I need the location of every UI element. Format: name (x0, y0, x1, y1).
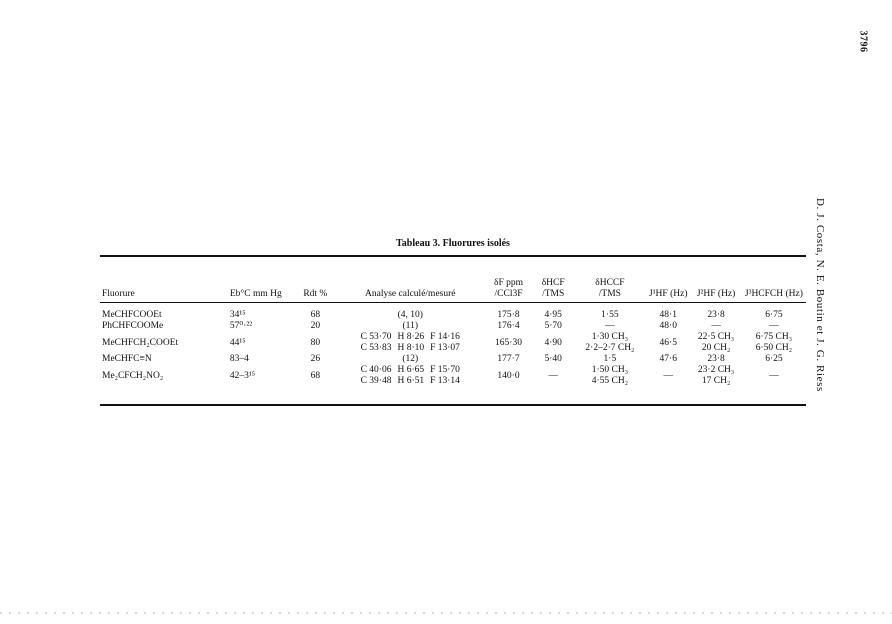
cell-line: 6·50 CH₂ (755, 343, 793, 353)
analyse-value: H 8·10 (397, 343, 425, 353)
cell-j3 (742, 365, 806, 387)
analyse-value: F 13·07 (430, 343, 460, 353)
cell-line: 1·55 (601, 310, 619, 320)
cell-delta-hcf: 5·40 (544, 354, 562, 364)
fluorures-table (100, 258, 806, 387)
cell-delta-hccf (574, 365, 647, 387)
analyse-line (361, 376, 460, 387)
cell-delta-hcf: 4·90 (544, 337, 562, 348)
cell-delta-hccf (574, 321, 647, 332)
cell-line: 6·25 (765, 354, 783, 364)
table-title: Tableau 3. Fluorures isolés (396, 238, 510, 249)
cell-j2 (690, 332, 742, 354)
header-delta-hccf-line2: /TMS (598, 289, 621, 299)
cell-delta-f: 177·7 (497, 354, 520, 364)
cell-fluorure: MeCHFC≡N (102, 354, 152, 364)
analyse-value: F 13·14 (430, 376, 460, 386)
cell-j2 (690, 354, 742, 365)
cell-delta-hccf (574, 354, 647, 365)
analyse-value: H 6·65 (397, 365, 425, 375)
cell-fluorure: MeCHFCH₂COOEt (102, 337, 179, 348)
cell-line: — (769, 321, 779, 331)
cell-eb: 42–3¹⁵ (229, 370, 256, 381)
cell-fluorure: MeCHFCOOEt (102, 310, 162, 320)
table-row (100, 321, 806, 332)
cell-j1: — (663, 370, 673, 381)
cell-eb: 83–4 (229, 354, 249, 364)
cell-fluorure: Me₂CFCH₂NO₂ (102, 370, 164, 381)
cell-j3 (742, 354, 806, 365)
header-j2: J²HF (Hz) (696, 289, 736, 299)
analyse-value: H 6·51 (397, 376, 425, 386)
cell-rdt: 68 (310, 370, 321, 381)
scan-artifact (0, 612, 892, 614)
cell-line: 1·5 (603, 354, 617, 364)
cell-j2 (690, 365, 742, 387)
cell-line: 1·50 CH₃ (591, 365, 629, 375)
page-number: 3796 (857, 30, 869, 53)
cell-fluorure: PhCHFCOOMe (102, 321, 164, 331)
cell-line: 22·5 CH₃ (697, 332, 735, 342)
cell-line: 23·2 CH₃ (697, 365, 735, 375)
header-delta-hcf-line2: /TMS (542, 289, 565, 299)
analyse-value: C 53·83 (360, 343, 392, 353)
cell-delta-hccf (574, 332, 647, 354)
cell-line: 1·30 CH₃ (591, 332, 629, 342)
cell-eb: 44¹⁵ (229, 337, 246, 348)
cell-j3 (742, 321, 806, 332)
cell-j1: 47·6 (659, 354, 677, 364)
header-j1: J¹HF (Hz) (649, 289, 688, 299)
cell-line: — (711, 321, 721, 331)
cell-rdt: 20 (310, 321, 321, 331)
cell-line: (12) (402, 354, 419, 364)
cell-analyse (336, 332, 484, 354)
table-row (100, 354, 806, 365)
cell-analyse (336, 321, 484, 332)
analyse-value: C 40·06 (360, 365, 392, 375)
header-delta-f-line2: /CCl3F (494, 289, 523, 299)
cell-delta-hcf: — (548, 370, 558, 381)
header-fluorure: Fluorure (102, 289, 135, 299)
cell-j1: 48·1 (659, 310, 677, 320)
analyse-value: C 53·70 (360, 332, 392, 342)
cell-j1: 46·5 (659, 337, 677, 348)
header-delta-hcf (533, 258, 574, 300)
cell-line: 23·8 (707, 354, 725, 364)
cell-analyse (336, 354, 484, 365)
header-j3: J³HCFCH (Hz) (744, 289, 803, 299)
header-analyse: Analyse calculé/mesuré (365, 289, 456, 299)
analyse-value: C 39·48 (360, 376, 392, 386)
cell-j3 (742, 300, 806, 321)
cell-j3 (742, 332, 806, 354)
cell-rdt: 68 (310, 310, 321, 320)
cell-eb: 57⁰·²² (229, 321, 253, 331)
cell-eb: 34¹⁵ (229, 310, 246, 320)
cell-line: (11) (402, 321, 418, 331)
table-row (100, 300, 806, 321)
cell-line: 20 CH₂ (701, 343, 731, 353)
cell-j2 (690, 321, 742, 332)
analyse-line (361, 332, 460, 343)
analyse-value: F 14·16 (430, 332, 460, 342)
table-body (100, 300, 806, 387)
cell-j1: 48·0 (659, 321, 677, 331)
cell-delta-f: 176·4 (497, 321, 520, 331)
table-top-rule (100, 255, 806, 257)
header-delta-f-line1: δF ppm (494, 278, 524, 288)
cell-delta-hcf: 5·70 (544, 321, 562, 331)
header-delta-hccf-line1: δHCCF (595, 278, 625, 288)
header-delta-hcf-line1: δHCF (541, 278, 565, 288)
cell-line: 6·75 CH₃ (755, 332, 793, 342)
cell-line: 23·8 (707, 310, 725, 320)
cell-line: — (769, 370, 779, 381)
cell-analyse (336, 300, 484, 321)
header-delta-hccf (574, 258, 647, 300)
cell-line: 17 CH₂ (701, 376, 731, 386)
cell-line: (4, 10) (397, 310, 423, 320)
table-row (100, 332, 806, 354)
cell-delta-hcf: 4·95 (544, 310, 562, 320)
analyse-line (361, 343, 460, 354)
cell-j2 (690, 300, 742, 321)
cell-delta-hccf (574, 300, 647, 321)
cell-line: 4·55 CH₂ (591, 376, 629, 386)
cell-line: 6·75 (765, 310, 783, 320)
header-rdt: Rdt % (303, 289, 328, 299)
running-head: D. J. Costa, N. E. Boutin et J. G. Riess (814, 198, 826, 392)
cell-rdt: 26 (310, 354, 321, 364)
cell-analyse (336, 365, 484, 387)
analyse-line (361, 365, 460, 376)
cell-delta-f: 175·8 (497, 310, 520, 320)
table-bottom-rule (100, 404, 806, 406)
table-row (100, 365, 806, 387)
header-eb: Eb°C mm Hg (229, 289, 282, 299)
cell-rdt: 80 (310, 337, 321, 348)
header-delta-f (484, 258, 533, 300)
analyse-value: F 15·70 (430, 365, 460, 375)
cell-delta-f: 140·0 (497, 370, 520, 381)
cell-delta-f: 165·30 (495, 337, 522, 348)
analyse-value: H 8·26 (397, 332, 425, 342)
table-header-row (100, 258, 806, 300)
cell-line: — (605, 321, 615, 331)
cell-line: 2·2–2·7 CH₂ (585, 343, 635, 353)
